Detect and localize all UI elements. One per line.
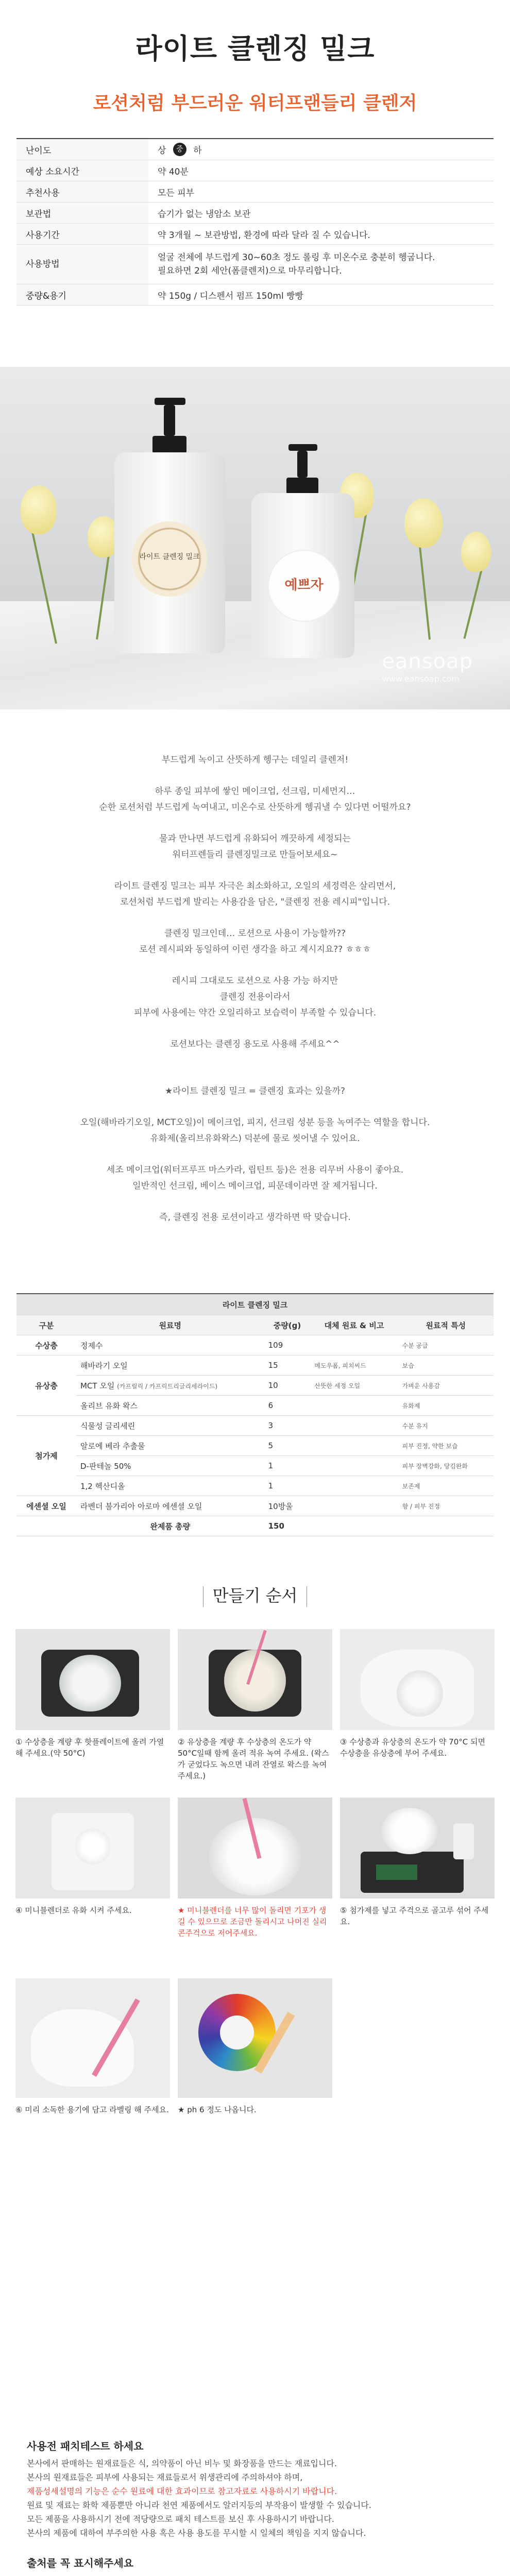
step-photo <box>178 1978 332 2098</box>
bottle-label-right <box>268 550 340 622</box>
group-name: 에센셜 오일 <box>16 1496 76 1516</box>
step-photo <box>15 1798 170 1899</box>
label-left-text: 라이트 클렌징 밀크 <box>139 553 200 561</box>
recipe-table <box>16 1293 494 1536</box>
notes-section <box>27 2439 483 2576</box>
ingredient-weight: 1 <box>264 1476 311 1496</box>
ingredient-alt <box>310 1496 398 1516</box>
desc-paragraph <box>46 878 464 910</box>
recipe-caption: 라이트 클렌징 밀크 <box>16 1294 494 1315</box>
step-photo <box>340 1798 495 1899</box>
step-caption: ⑥ 미리 소독한 용기에 담고 라벨링 해 주세요. <box>15 2105 169 2114</box>
ingredient-alt <box>310 1335 398 1355</box>
desc-paragraph <box>46 1083 464 1099</box>
desc-line: 순한 로션처럼 부드럽게 녹여내고, 미온수로 산뜻하게 헹궈낼 수 있다면 어떨까요? <box>99 802 411 812</box>
col-header: 대체 원료 & 비고 <box>310 1315 398 1335</box>
desc-line: ★라이트 클렌징 밀크 = 클렌징 효과는 있을까? <box>164 1086 346 1096</box>
desc-paragraph <box>46 831 464 863</box>
note-line <box>27 2573 483 2576</box>
mini-blender <box>75 1828 111 1865</box>
patch-test-title: 사용전 패치테스트 하세요 <box>27 2440 144 2452</box>
pump-collar <box>286 478 318 494</box>
ingredient-feature: 유화제 <box>398 1396 494 1416</box>
info-value-usage <box>148 245 494 284</box>
col-header: 구분 <box>16 1315 76 1335</box>
ingredient-alt <box>310 1436 398 1456</box>
ingredient-weight: 1 <box>264 1456 311 1476</box>
ingredient-feature: 수분 공급 <box>398 1335 494 1355</box>
ingredient-feature: 수분 유지 <box>398 1416 494 1436</box>
product-photo <box>0 367 510 709</box>
step-card <box>178 1629 332 1782</box>
note-line: 본사의 원재료들은 피부에 사용되는 재료들로서 위생관리에 주의하셔야 하며, <box>27 2472 303 2482</box>
note-line: 원료 및 재료는 화학 제품뿐만 아니라 천연 제품에서도 알러지등의 부작용이 발생할 수 있습니다. <box>27 2500 371 2510</box>
ingredient-name: 라벤더 불가리아 아로마 에센셜 오일 <box>76 1496 264 1516</box>
ingredient-name <box>76 1376 264 1396</box>
step-card <box>15 1978 170 2115</box>
info-value-skin: 모든 피부 <box>148 181 494 202</box>
desc-paragraph <box>46 926 464 958</box>
info-value-storage: 습기가 없는 냉암소 보관 <box>148 202 494 224</box>
usage-line-1: 얼굴 전체에 부드럽게 30~60초 정도 롤링 후 미온수로 충분히 헹굽니다. <box>158 252 435 263</box>
desc-line: 레시피 그대로도 로션으로 사용 가능 하지만 <box>172 976 338 986</box>
ingredient-name: 식물성 글리세린 <box>76 1416 264 1436</box>
desc-line: 로션처럼 부드럽게 발리는 사용감을 담은, "클렌징 전용 레시피"입니다. <box>120 897 390 907</box>
gloved-hand <box>31 2009 134 2087</box>
beaker <box>397 1670 443 1717</box>
info-value-period: 약 3개월 ~ 보관방법, 환경에 따라 달라 질 수 있습니다. <box>148 224 494 245</box>
desc-line: 유화제(올리브유화왁스) 덕분에 물로 씻어낼 수 있어요. <box>150 1133 360 1144</box>
ingredient-weight: 6 <box>264 1396 311 1416</box>
step-caption-warning: ★ 미니블렌더를 너무 많이 돌리면 기포가 생길 수 있으므로 조금만 돌리시고 나머진 실리콘주걱으로 저어주세요. <box>178 1906 327 1938</box>
ingredient-name: 정제수 <box>76 1335 264 1355</box>
steps-title-text: 만들기 순서 <box>212 1586 298 1605</box>
step-caption: ⑤ 첨가제를 넣고 주걱으로 골고루 섞어 주세요. <box>340 1906 489 1926</box>
difficulty-low: 하 <box>193 145 202 156</box>
desc-line: 물과 만나면 부드럽게 유화되어 깨끗하게 세정되는 <box>159 834 351 844</box>
info-key-weight: 중량&용기 <box>16 284 148 306</box>
watermark-url: www.eansoap.com <box>382 674 460 684</box>
info-key-skin: 추천사용 <box>16 181 148 202</box>
pump-collar <box>152 436 186 453</box>
ingredient-weight: 15 <box>264 1355 311 1376</box>
ingredient-name-note: (카프릴릭 / 카프릭트리글리세라이드) <box>117 1382 218 1390</box>
step-card <box>340 1629 495 1759</box>
desc-paragraph <box>46 784 464 816</box>
pump-neck <box>164 405 175 436</box>
page-subtitle: 로션처럼 부드러운 워터프랜들리 클렌저 <box>93 93 417 114</box>
ingredient-alt <box>310 1416 398 1436</box>
total-spacer <box>16 1516 76 1536</box>
desc-line: 오일(해바라기오일, MCT오일)이 메이크업, 피지, 선크림 성분 등을 녹여주는 역할을 합니다. <box>80 1117 430 1128</box>
step-card <box>15 1798 170 1916</box>
step-photo <box>340 1629 495 1730</box>
note-line-highlight: 제품성세설명의 기능은 순수 원료에 대한 효과이므로 참고자료로 사용하시기 바랍니다. <box>27 2486 337 2496</box>
col-header: 원료적 특성 <box>398 1315 494 1335</box>
total-spacer <box>398 1516 494 1536</box>
info-key-period: 사용기간 <box>16 224 148 245</box>
ingredient-feature: 피부 진정, 약한 보습 <box>398 1436 494 1456</box>
ingredient-feature: 피부 장벽강화, 당김완화 <box>398 1456 494 1476</box>
step-photo <box>15 1978 170 2098</box>
difficulty-high: 상 <box>158 145 166 156</box>
ingredient-alt: 메도우폼, 피치씨드 <box>310 1355 398 1376</box>
desc-line: 클렌징 밀크인데… 로션으로 사용이 가능할까?? <box>164 928 346 939</box>
desc-line: 피부에 사용에는 약간 오일리하고 보습력이 부족할 수 있습니다. <box>133 1008 377 1018</box>
desc-line: 즉, 클렌징 전용 로션이라고 생각하면 딱 맞습니다. <box>159 1212 351 1223</box>
total-weight: 150 <box>264 1516 311 1536</box>
pump-head <box>288 444 317 451</box>
label-right-text: 예쁘자 <box>284 578 324 593</box>
step-card <box>340 1798 495 1927</box>
desc-line: 세조 메이크업(워터프루프 마스카라, 립틴트 등)은 전용 리무버 사용이 좋아요. <box>106 1165 404 1175</box>
ingredient-weight: 10방울 <box>264 1496 311 1516</box>
desc-paragraph <box>46 1162 464 1194</box>
tulip-flower <box>21 485 57 534</box>
ingredient-name: 해바라기 오일 <box>76 1355 264 1376</box>
col-header: 원료명 <box>76 1315 264 1335</box>
ingredient-name: 1,2 헥산디올 <box>76 1476 264 1496</box>
desc-line: 클렌징 전용이라서 <box>219 992 291 1002</box>
desc-paragraph <box>46 973 464 1021</box>
page-title: 라이트 클렌징 밀크 <box>135 32 375 65</box>
step-photo <box>178 1798 332 1899</box>
desc-paragraph <box>46 1210 464 1226</box>
desc-line: 하루 종일 피부에 쌓인 메이크업, 선크림, 미세먼지… <box>155 786 355 796</box>
col-header: 중량(g) <box>264 1315 311 1335</box>
pump-neck <box>297 451 308 478</box>
difficulty-selected: 중 <box>173 143 186 156</box>
group-name: 수상층 <box>16 1335 76 1355</box>
watermark-logo: eansoap <box>382 650 473 673</box>
info-key-time: 예상 소요시간 <box>16 160 148 181</box>
tulip-flower <box>404 498 443 548</box>
ingredient-alt <box>310 1396 398 1416</box>
step-card <box>15 1629 170 1759</box>
source-title: 출처를 꼭 표시해주세요 <box>27 2557 134 2569</box>
desc-line: 일반적인 선크림, 베이스 메이크업, 피문데이라면 잘 제거됩니다. <box>132 1181 378 1191</box>
desc-paragraph <box>46 1037 464 1053</box>
ingredient-feature: 향 / 피부 진정 <box>398 1496 494 1516</box>
ingredient-weight: 10 <box>264 1376 311 1396</box>
description <box>46 752 464 1241</box>
difficulty-scale <box>148 139 494 160</box>
step-caption: ★ ph 6 정도 나옵니다. <box>178 2105 257 2114</box>
ingredient-weight: 3 <box>264 1416 311 1436</box>
ingredient-weight: 5 <box>264 1436 311 1456</box>
ingredient-name: D-판테놀 50% <box>76 1456 264 1476</box>
ingredient-alt <box>310 1476 398 1496</box>
desc-paragraph <box>46 1115 464 1147</box>
scale-display <box>376 1865 417 1880</box>
info-value-time: 약 40분 <box>148 160 494 181</box>
step-caption: ③ 수상층과 유상층의 온도가 약 70°C 되면 수상층을 유상층에 부어 주세요. <box>340 1737 485 1758</box>
step-photo <box>15 1629 170 1730</box>
tulip-flower <box>461 532 491 572</box>
desc-line: 라이트 클렌징 밀크는 피부 자극은 최소화하고, 오일의 세정력은 살리면서, <box>114 881 396 891</box>
beaker <box>381 1808 438 1854</box>
info-table <box>16 138 494 306</box>
beaker <box>59 1655 121 1711</box>
desc-paragraph <box>46 752 464 768</box>
beaker <box>209 1818 301 1895</box>
note-line: 모든 제품을 사용하시기 전에 적당량으로 패치 테스트를 보신 후 사용하시기 바랍니다. <box>27 2514 334 2524</box>
step-card <box>178 1978 332 2115</box>
group-name: 유상층 <box>16 1355 76 1416</box>
step-photo <box>178 1629 332 1730</box>
info-key-difficulty: 난이도 <box>16 139 148 160</box>
step-caption: ④ 미니블렌더로 유화 시켜 주세요. <box>15 1906 132 1915</box>
desc-line: 부드럽게 녹이고 산뜻하게 헹구는 데일리 클렌저! <box>161 755 349 765</box>
ingredient-name: 올리브 유화 왁스 <box>76 1396 264 1416</box>
ph-chart-center <box>220 2015 254 2049</box>
info-key-storage: 보관법 <box>16 202 148 224</box>
desc-line: 로션보다는 클렌징 용도로 사용해 주세요^^ <box>170 1039 340 1049</box>
note-line: 본사의 제품에 대하여 부주의한 사용 혹은 사용 용도를 무시할 시 일체의 책임을 지지 않습니다. <box>27 2528 366 2538</box>
steps-title <box>0 1583 510 1607</box>
step-caption: ② 유상층을 계량 후 수상층의 온도가 약 50°C일때 함께 올려 적유 녹여 주세요. (왁스가 굳었다도 녹으면 내려 잔열로 왁스를 녹여 주세요.) <box>178 1737 329 1781</box>
desc-line: 워터프렌들리 클렌징밀크로 만들어보세요~ <box>172 850 338 860</box>
total-label: 완제품 총량 <box>76 1516 264 1536</box>
ingredient-weight: 109 <box>264 1335 311 1355</box>
group-name: 첨가제 <box>16 1416 76 1496</box>
ingredient-feature: 보습 <box>398 1355 494 1376</box>
note-line: 본사에서 판매하는 원재료들은 식, 의약품이 아닌 비누 및 화장품을 만드는 재료입니다. <box>27 2459 337 2468</box>
ingredient-feature: 가벼운 사용감 <box>398 1376 494 1396</box>
desc-line: 로션 레시피와 동일하여 이런 생각을 하고 계시지요?? ㅎㅎㅎ <box>139 944 371 955</box>
ingredient-feature: 보존제 <box>398 1476 494 1496</box>
info-value-weight: 약 150g / 디스펜서 펌프 150ml 빵빵 <box>148 284 494 306</box>
ingredient-name: 알로에 베라 추출물 <box>76 1436 264 1456</box>
step-card <box>178 1798 332 1939</box>
ingredient-alt <box>310 1456 398 1476</box>
dropper-bottle <box>453 1823 474 1859</box>
ingredient-name-main: MCT 오일 <box>80 1381 115 1391</box>
step-caption: ① 수상층을 계량 후 핫플레이트에 올려 가열 해 주세요.(약 50°C) <box>15 1737 164 1758</box>
pump-head <box>155 398 185 405</box>
total-spacer <box>310 1516 398 1536</box>
bottle-label-left <box>132 521 207 597</box>
ingredient-alt: 산뜻한 세정 오일 <box>310 1376 398 1396</box>
usage-line-2: 필요하면 2회 세안(폼클렌저)으로 마무리합니다. <box>158 266 342 276</box>
info-key-usage: 사용방법 <box>16 245 148 284</box>
